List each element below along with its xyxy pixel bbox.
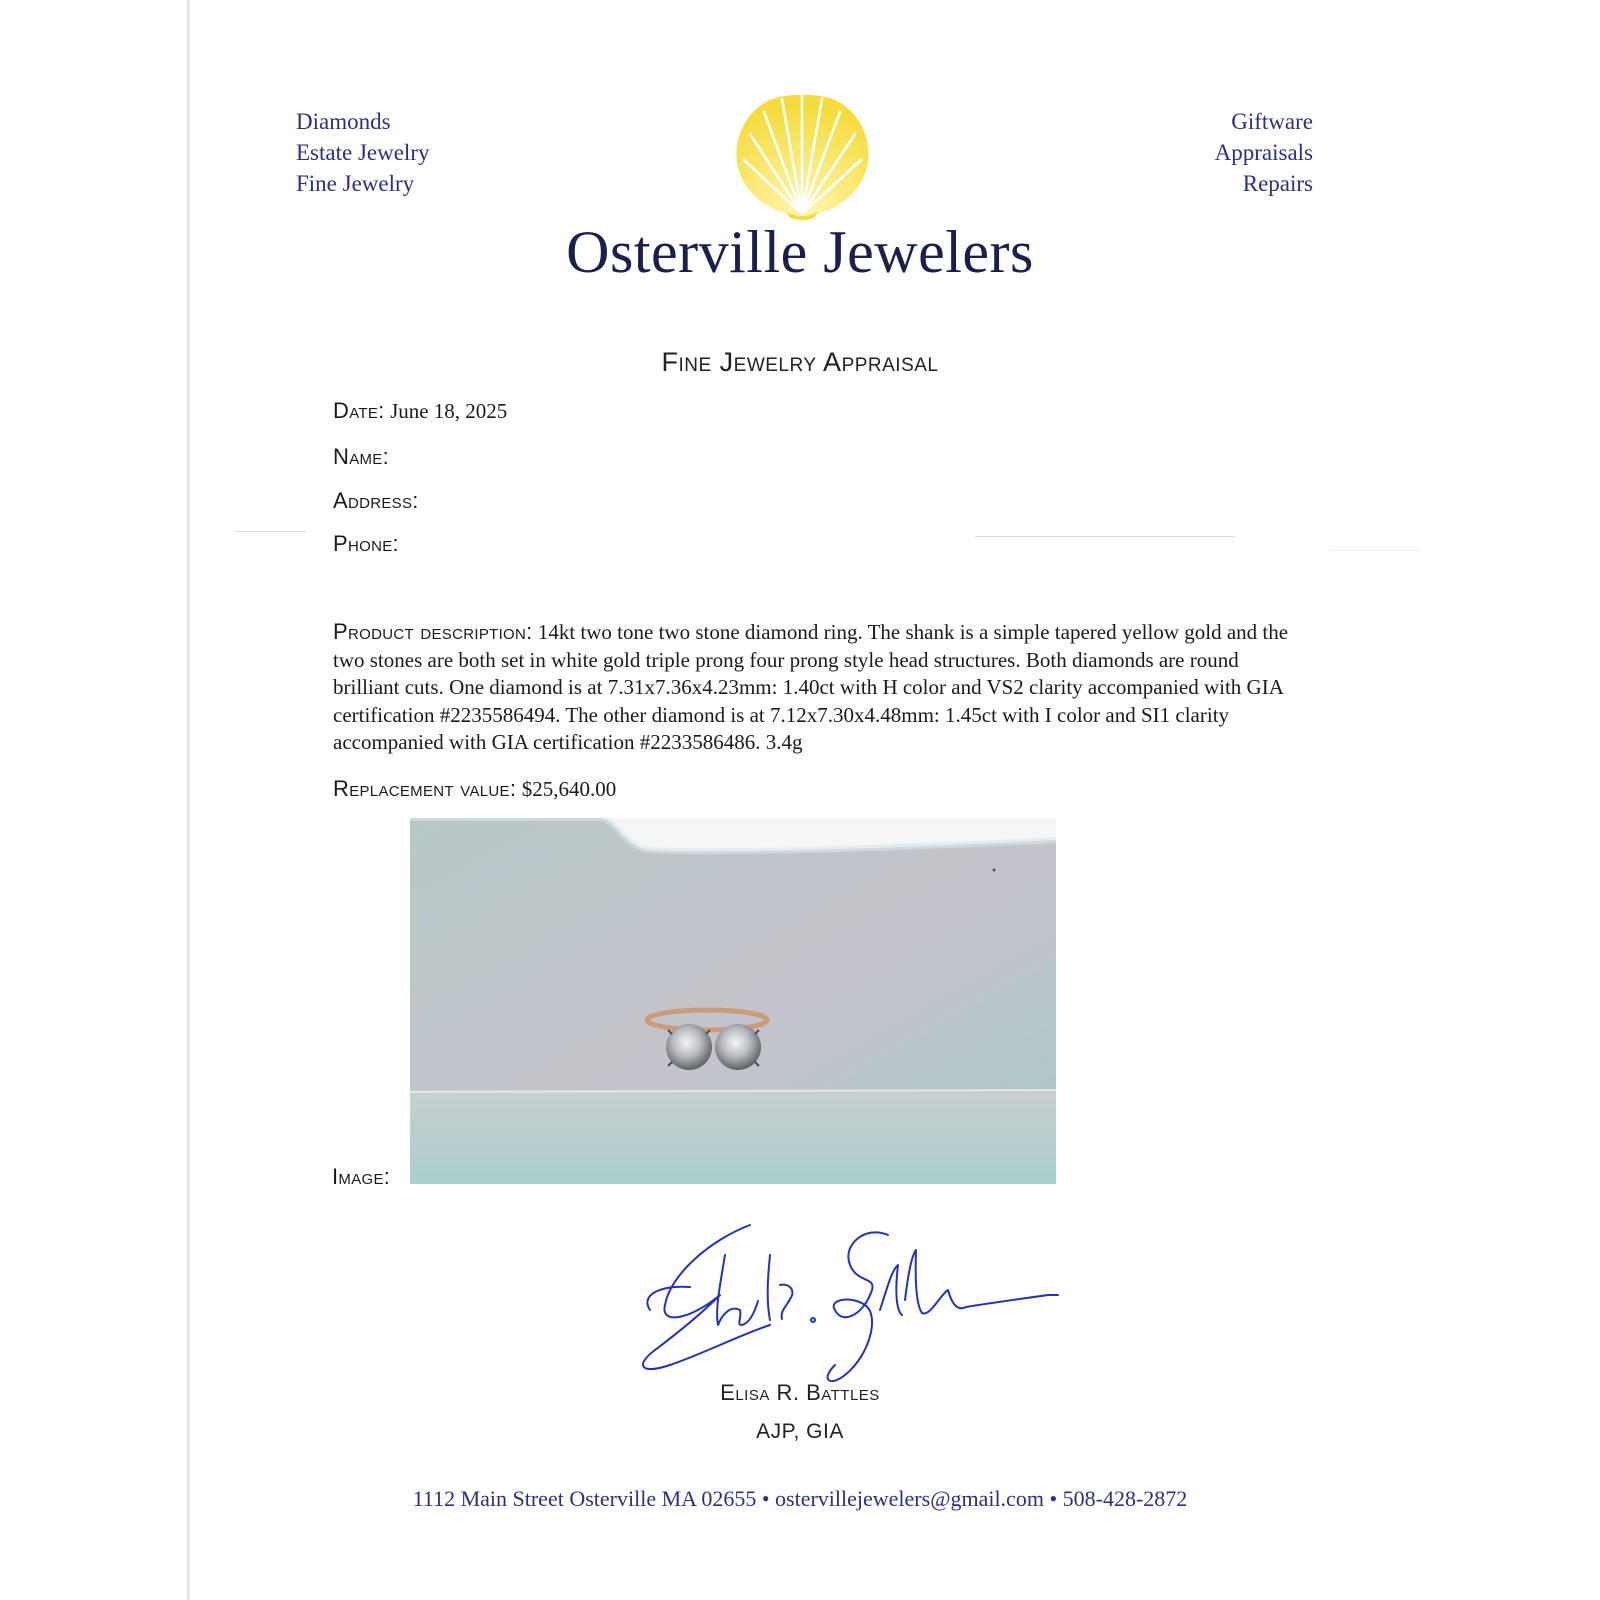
address-field	[333, 488, 419, 514]
scan-artifact	[1330, 550, 1420, 551]
footer-separator: •	[1049, 1486, 1058, 1511]
service-repairs: Repairs	[1242, 171, 1313, 196]
document-title: Fine Jewelry Appraisal	[661, 347, 939, 377]
services-right	[1215, 106, 1313, 199]
date-value: June 18, 2025	[390, 399, 508, 423]
scan-artifact	[975, 536, 1235, 537]
service-diamonds: Diamonds	[296, 109, 391, 134]
name-field	[333, 444, 389, 470]
product-description	[333, 618, 1298, 757]
product-text: 14kt two tone two stone diamond ring. The shank is a simple tapered yellow gold and the two stones are both set in white gold triple prong four prong style head structures. Both diamonds are round brilliant cuts. One diamond is at 7.31x7.36x4.23mm: 1.40ct with H color and VS2 clarity accompanied with GIA certification #2235586494. The other diamond is at 7.12x7.30x4.48mm: 1.45ct with I color and SI1 clarity accompanied with GIA certification #2233586486. 3.4g	[333, 620, 1289, 754]
image-field	[332, 1164, 390, 1190]
scan-artifact	[236, 531, 306, 532]
footer-contact	[0, 1486, 1600, 1512]
signer-name: Elisa R. Battles	[720, 1380, 880, 1405]
replacement-value: $25,640.00	[521, 777, 617, 801]
footer-phone: 508-428-2872	[1062, 1486, 1188, 1511]
footer-email: ostervillejewelers@gmail.com	[775, 1486, 1044, 1511]
service-estate-jewelry: Estate Jewelry	[296, 140, 430, 165]
service-appraisals: Appraisals	[1214, 140, 1313, 165]
phone-label: Phone:	[333, 531, 399, 556]
signer-credentials: AJP, GIA	[756, 1420, 844, 1443]
date-field	[333, 398, 507, 424]
services-left	[296, 106, 429, 199]
footer-separator: •	[761, 1486, 770, 1511]
name-label: Name:	[333, 444, 390, 469]
address-label: Address:	[333, 488, 419, 513]
service-giftware: Giftware	[1231, 109, 1313, 134]
service-fine-jewelry: Fine Jewelry	[296, 171, 415, 196]
brand-name: Osterville Jewelers	[566, 219, 1034, 285]
scallop-shell-icon	[730, 90, 875, 220]
image-label: Image:	[332, 1164, 391, 1189]
phone-field	[333, 531, 399, 557]
footer-address: 1112 Main Street Osterville MA 02655	[412, 1486, 757, 1511]
date-label: Date:	[333, 398, 385, 423]
replacement-field	[333, 776, 616, 802]
ring-photo	[410, 818, 1056, 1184]
replacement-label: Replacement value:	[333, 776, 517, 801]
signature-image	[630, 1215, 1070, 1395]
product-label: Product description:	[333, 619, 533, 644]
